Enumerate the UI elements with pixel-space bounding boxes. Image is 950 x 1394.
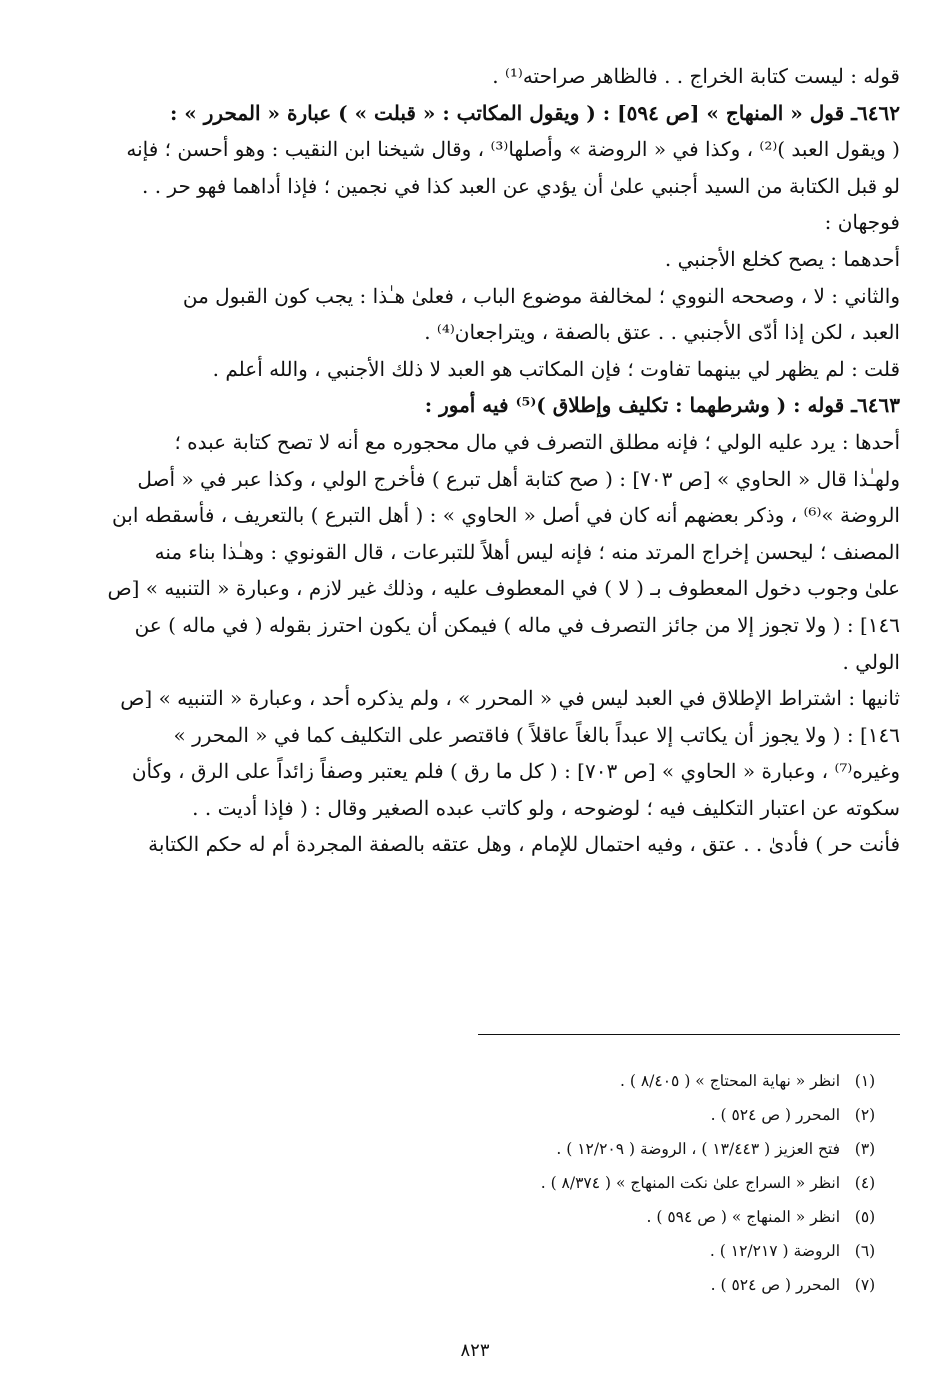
footnote-number: (٧) bbox=[854, 1276, 876, 1294]
text-line: وغيره⁽⁷⁾ ، وعبارة « الحاوي » [ص ٧٠٣] : ( كل ما رق ) فلم يعتبر وصفاً زائداً على الرق ، وكأن bbox=[131, 759, 900, 784]
footnote bbox=[440, 1098, 885, 1132]
text-line: فوجهان : bbox=[824, 210, 900, 235]
footnote-text: المحرر ( ص ٥٢٤ ) . bbox=[710, 1276, 841, 1294]
text-line: الولي . bbox=[842, 649, 900, 674]
text-line: لو قبل الكتابة من السيد أجنبي علىٰ أن يؤدي عن العبد كذا في نجمين ؛ فإذا أداهما فهو حر . . bbox=[142, 173, 900, 198]
main-text bbox=[62, 58, 900, 863]
footnote bbox=[440, 1166, 885, 1200]
footnote-number: (١) bbox=[854, 1072, 876, 1090]
text-line: قوله : ليست كتابة الخراج . . فالظاهر صراحته⁽¹⁾ . bbox=[492, 64, 900, 88]
footnote bbox=[440, 1064, 885, 1098]
footnotes bbox=[440, 1064, 885, 1302]
footnote-number: (٢) bbox=[854, 1106, 876, 1124]
text-line: العبد ، لكن إذا أدّى الأجنبي . . عتق بالصفة ، ويتراجعان⁽⁴⁾ . bbox=[424, 320, 900, 345]
text-line: ولهـٰذا قال « الحاوي » [ص ٧٠٣] : ( صح كتابة أهل تبرع ) فأخرج الولي ، وكذا عبر في « أصل bbox=[137, 466, 900, 491]
footnote-text: انظر « المنهاج » ( ص ٥٩٤ ) . bbox=[646, 1208, 841, 1226]
footnote-text: الروضة ( ١٢/٢١٧ ) . bbox=[709, 1242, 841, 1260]
footnote bbox=[440, 1234, 885, 1268]
text-line: ( ويقول العبد )⁽²⁾ ، وكذا في « الروضة » وأصلها⁽³⁾ ، وقال شيخنا ابن النقيب : وهو أحسن ؛ فإنه bbox=[126, 137, 900, 162]
footnote bbox=[440, 1268, 885, 1302]
text-line: ١٤٦] : ( ولا يجوز أن يكاتب إلا عبداً بالغاً عاقلاً ) فاقتصر على التكليف كما في « المحرر » bbox=[173, 722, 900, 747]
text-line: ٦٤٦٣ـ قوله : ( وشرطهما : تكليف وإطلاق )⁽⁵⁾ فيه أمور : bbox=[424, 393, 900, 418]
text-line: ثانيها : اشتراط الإطلاق في العبد ليس في « المحرر » ، ولم يذكره أحد ، وعبارة « التنبيه » [ص bbox=[120, 686, 900, 711]
footnote-text: فتح العزيز ( ١٣/٤٤٣ ) ، الروضة ( ١٢/٢٠٩ ) . bbox=[556, 1140, 841, 1158]
footnote-number: (٣) bbox=[854, 1140, 876, 1158]
text-line: أحدها : يرد عليه الولي ؛ فإنه مطلق التصرف في مال محجوره مع أنه لا تصح كتابة عبده ؛ bbox=[174, 429, 900, 454]
footnote bbox=[440, 1200, 885, 1234]
text-line: أحدهما : يصح كخلع الأجنبي . bbox=[664, 246, 900, 271]
text-line: الروضة »⁽⁶⁾ ، وذكر بعضهم أنه كان في أصل « الحاوي » : ( أهل التبرع ) بالتعريف ، فأسقطه ابن bbox=[112, 503, 900, 528]
page-number: ٨٢٣ bbox=[460, 1340, 490, 1361]
footnote-number: (٥) bbox=[854, 1208, 876, 1226]
text-line: فأنت حر ) فأدىٰ . . عتق ، وفيه احتمال للإمام ، وهل عتقه بالصفة المجردة أم له حكم الكتابة bbox=[148, 832, 900, 857]
footnote-divider bbox=[478, 1034, 900, 1035]
footnote-number: (٤) bbox=[854, 1174, 876, 1192]
text-line: والثاني : لا ، وصححه النووي ؛ لمخالفة موضوع الباب ، فعلىٰ هـٰذا : يجب كون القبول من bbox=[182, 283, 900, 308]
footnote-number: (٦) bbox=[854, 1242, 876, 1260]
text-line: ٦٤٦٢ـ قول « المنهاج » [ص ٥٩٤] : ( ويقول المكاتب : « قبلت » ) عبارة « المحرر » : bbox=[169, 100, 900, 125]
text-line: سكوته عن اعتبار التكليف فيه ؛ لوضوحه ، ولو كاتب عبده الصغير وقال : ( فإذا أديت . . bbox=[192, 795, 900, 820]
footnote bbox=[440, 1132, 885, 1166]
footnote-text: انظر « نهاية المحتاج » ( ٨/٤٠٥ ) . bbox=[620, 1072, 841, 1090]
text-line: علىٰ وجوب دخول المعطوف بـ ( لا ) في المعطوف عليه ، وذلك غير لازم ، وعبارة « التنبيه » [ص bbox=[107, 576, 900, 601]
text-line: المصنف ؛ ليحسن إخراج المرتد منه ؛ فإنه ليس أهلاً للتبرعات ، قال القونوي : وهـٰذا بناء منه bbox=[154, 539, 900, 564]
text-line: ١٤٦] : ( ولا تجوز إلا من جائز التصرف في ماله ) فيمكن أن يكون احترز بقوله ( في ماله ) عن bbox=[134, 612, 900, 637]
text-line: قلت : لم يظهر لي بينهما تفاوت ؛ فإن المكاتب هو العبد لا ذلك الأجنبي ، والله أعلم . bbox=[212, 356, 900, 381]
footnote-text: انظر « السراج علىٰ نكت المنهاج » ( ٨/٣٧٤ ) . bbox=[540, 1174, 841, 1192]
footnote-text: المحرر ( ص ٥٢٤ ) . bbox=[710, 1106, 841, 1124]
